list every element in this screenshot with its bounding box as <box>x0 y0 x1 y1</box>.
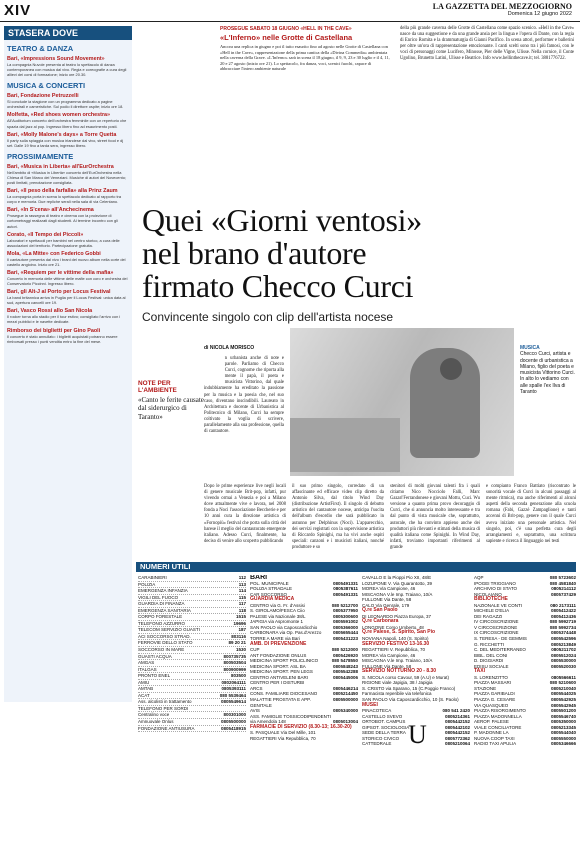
phone-number: 080 5539464 <box>219 692 246 698</box>
phone-label: FULLONE Via Dante, 58 <box>362 597 412 603</box>
event-title: Bari, «In S'cena» all'Anchecinema <box>7 207 94 214</box>
phone-label: CARBONARA via Op. Pas.d'Arezzo <box>250 630 322 636</box>
cave-title: «L'Inferno» nelle Grotte di Castellana <box>220 33 353 42</box>
page-number: XIV <box>4 2 32 19</box>
note-quote: «Canto le ferite causate dal siderurgico di Taranto» <box>138 396 204 421</box>
event-title: Bari, «Musica in Liberta» all'EurOrchestra <box>7 163 114 170</box>
phone-number: 800301000 <box>223 712 246 718</box>
phone-label: SEDE DELLA TERRA <box>362 730 406 736</box>
phone-number: 0805445006 <box>332 674 358 680</box>
phone-label: NOVIANA Napoli, 140 (S. Spirito) <box>362 636 429 642</box>
phone-row <box>474 741 576 747</box>
phone-number: 89 20 21 <box>228 640 246 646</box>
article-col-2: Dopo le prime esperienze live negli locali di genere musicale Brit-pop, infatti, pur vivendo ormai a Venezia e poi a Milano dove attualmente vive e lavora, nel 2008 fonda a Noci l'associazione Beccherie e per 10 anni cura la direzione artistica di «Fornopiù» festival che porta sulla città del barese il meglio del cantautorato emergente italiano. Adesso Curci, finalmente, ha deciso di venire allo scoperto pubblicando <box>204 484 286 544</box>
phone-number: 0805350000 <box>550 719 576 725</box>
phone-number: 0805366000 <box>332 624 358 630</box>
phone-label: MALATTIE PROSTATA E APP. GENITALE <box>250 697 311 708</box>
event-title: Molfetta, «Red shoes women orchestra» <box>7 112 111 119</box>
sidebar-title: STASERA DOVE <box>4 26 132 40</box>
phone-label: CATTEDRALE <box>362 741 392 747</box>
phone-number: 0805544040 <box>550 730 576 736</box>
phone-label: TELEFONO AZZURRO <box>138 620 186 626</box>
phone-label: CONS. FAMILIARE DIOCESANO <box>250 691 318 697</box>
phone-number: 080 5992719 <box>549 619 576 625</box>
phone-number: 0805418915 <box>220 725 246 731</box>
phone-number: 0805346666 <box>550 741 576 747</box>
phone-number: 0805412436 <box>550 613 576 619</box>
phone-number: 0805211702 <box>551 647 576 653</box>
phone-label: STORICO CIVICO <box>362 735 400 741</box>
phone-label: LONGONE Corso Umberto, 48 <box>362 624 424 630</box>
phone-number: 080 5992734 <box>549 624 576 630</box>
phone-label: ARCHIVIO DI STATO <box>474 586 518 592</box>
numeri-col-farmacie <box>362 575 470 837</box>
phone-label: GUARDIA DI FINANZA <box>138 601 185 607</box>
phone-label: DI LEONARDO Piazza Europa, 37 <box>362 613 432 619</box>
article-col-4: stenitori di molti giovani talenti fra i quali citiamo Nico Nocciolo Falli, Marc Gazari'Ferrandonese e giovani Mottu, Cuci. Wu versione a quanto prima provo decoraggio di Curci, che si annuncia molto interessante e tra dal punto di vista musicale che, soprattutto, autorale, che ha convinto appieno anche dei produttori più rilevanti e stimati della musica di qualità italiana come Spinighi. In Wind Day, infatti, troviamo importanti riferimenti al grande <box>390 484 480 550</box>
phone-label: PIAZZA MADONNELLA <box>474 713 522 719</box>
numeri-col-emergency <box>138 575 246 837</box>
phone-label: CORPO FORESTALE <box>138 614 183 620</box>
phone-number: 0805213849 <box>550 641 576 647</box>
phone-number: 115 <box>238 594 246 600</box>
phone-number: 0805442102 <box>444 724 470 730</box>
headline-line: firmato Checco Curci <box>142 268 414 304</box>
phone-section-heading: FARMACIE DI SERVIZIO (8.30-13; 16.30-20) <box>250 723 352 730</box>
phone-label: Centralino voce <box>138 712 170 718</box>
phone-label: NAZIONALE VE CONTI <box>474 602 523 608</box>
phone-label: CARABINIERI <box>138 575 167 580</box>
phone-number: 0805442152 <box>444 719 470 725</box>
phone-label: CALO Via Genrale, 179 <box>362 602 410 608</box>
phone-number: 080 5212000 <box>331 647 358 653</box>
event-title: Bari, «Molly Malone's days» a Torre Quetta <box>7 131 117 138</box>
phone-number: 1530 <box>235 647 246 653</box>
phone-label: IV CIRCOSCRIZIONE <box>474 619 519 625</box>
numeri-utili-title: NUMERI UTILI <box>136 562 576 572</box>
phone-number: 0805655444 <box>332 630 358 636</box>
phone-label: AMTAB <box>138 686 154 692</box>
masthead <box>433 2 572 17</box>
phone-label: EMERGENZA INFANZIA <box>138 588 188 594</box>
phone-label: CENTRO via G. Fr. d'Assisi <box>250 602 305 608</box>
event-title: Bari, «Il peso della farfalla» alla Prinz Zaum <box>7 188 118 195</box>
phone-label: G. RICCHETTI <box>474 641 504 647</box>
phone-label: MEDICINA SPORT. PEN LEGS <box>250 669 313 675</box>
phone-label: CUP <box>250 647 260 653</box>
phone-number: 0805550000 <box>550 735 576 741</box>
phone-label: ANT FONDAZIONE ONLUS <box>250 652 307 658</box>
phone-number: 080 5478550 <box>331 658 358 664</box>
dropcap: U <box>408 720 427 749</box>
caption-title: MUSICA <box>520 345 540 351</box>
phone-label: S. CRISTO via Sparano, 15 (C.Poggio Franco) <box>362 685 456 691</box>
cave-kicker: PROSEGUE SABATO 18 GIUGNO «HELL IN THE CAVE» <box>220 26 352 32</box>
phone-label: S. NICOLA corso Cavour, 59 (A.U) e Murat) <box>362 674 450 680</box>
phone-label: CENTRO ANTIVELENI BARI <box>250 674 309 680</box>
phone-number: 0805544025 <box>550 691 576 697</box>
phone-label: JAPIGIA via Aspromonte 1 <box>250 619 304 625</box>
event-title: Bari, Fondazione Petruzzelli <box>7 93 79 100</box>
masthead-name: LA GAZZETTA DEL MEZZOGIORNO <box>432 2 572 11</box>
phone-label: TELEFONO PER SORDI <box>138 705 189 711</box>
sidebar-section-title: PROSSIMAMENTE <box>7 151 74 161</box>
phone-number: 0805374448 <box>550 630 576 636</box>
phone-label: S. LORENZITTO <box>474 674 508 680</box>
phone-label: PIAZZA MASSARI <box>474 680 512 686</box>
phone-number: 0805501200 <box>550 708 576 714</box>
event-description: Il concerto è stato annullato: i biglietti acquistati potranno essere rimborsati presso i punti vendita entro la fine del mese. <box>7 333 118 344</box>
phone-number: 0805500000 <box>220 719 246 725</box>
phone-number: 0805491331 <box>332 580 358 586</box>
phone-label: PIAZZA RISORGIMENTO <box>474 708 526 714</box>
headline-line: Quei «Giorni ventosi» <box>142 202 422 238</box>
phone-number: 0805520030 <box>550 663 576 669</box>
phone-label: AQP <box>474 575 484 580</box>
phone-label: ORTOBOT. CAMPUS <box>362 719 406 725</box>
phone-label: STAZIONE <box>474 685 497 691</box>
phone-section-heading: Q.re Palese, S. Spirito, San Pio <box>362 629 436 636</box>
event-description: Il party sulla spiaggia con musica irlandese dal vivo, street food e dj set. Dalle 19 fino a tarda sera, ingresso libero. <box>7 137 124 148</box>
byline: di NICOLA MORISCO <box>204 345 255 351</box>
phone-section-heading: MUSEI <box>362 701 378 708</box>
phone-label: ITALGAS <box>138 666 157 672</box>
masthead-date: Domenica 12 giugno 2022 <box>507 11 572 17</box>
phone-number: 0805546740 <box>550 713 576 719</box>
phone-label: ACI SOCCORSO STRAD. <box>138 633 191 639</box>
phone-label: REGATTIERI V. Repubblica, 70 <box>362 647 426 653</box>
phone-number: 800900999 <box>223 666 246 672</box>
phone-label: REGATTIERI Via Repubblica, 70 <box>250 735 316 741</box>
phone-number: 0805549614 <box>220 699 246 705</box>
phone-section-heading: BARI <box>250 575 268 581</box>
phone-section-heading: Q.re San Paolo <box>362 607 398 614</box>
subheadline: Convincente singolo con clip dell'artista nocese <box>142 310 394 324</box>
phone-section-heading: Q.re Carbonara <box>362 618 399 625</box>
phone-section-heading: TAXI <box>474 668 486 675</box>
article-col-3: il suo primo singolo, corredato di un affascinante ed efficace video clip diretto da Antonio Silva, dal titolo Wind Day (distribuzione ArtistFirst). Il singolo di debutto artistico del cantautore nocese, anticipa l'uscita dell'album d'esordio che sarà pubblicato in autunno per Delphinus (Noci). L'apparecchio, dei servizi registrati con la supervisione artistica di Riccardo Spinighi, ma ha vivi anche ospiti speciali: canzoni e i musicisti italiani, nonché produttore e so <box>292 484 384 550</box>
phone-number: 117 <box>238 601 246 607</box>
event-description: Concerto in memoria delle vittime delle mafie con coro e orchestra del Conservatorio Piccinni. Ingresso libero. <box>7 275 128 287</box>
phone-label: P. MADONNE LA <box>474 730 509 736</box>
phone-label: NICOLAIANO <box>474 591 502 597</box>
phone-number: 0805393111 <box>221 686 246 692</box>
phone-number: 0805013004 <box>332 719 358 725</box>
phone-number: 0805491331 <box>332 591 358 597</box>
phone-number: 19696 <box>233 620 246 626</box>
phone-label: SAN PAOLO Via Caposcardicchio, 10 (S. Paolo) <box>362 697 459 703</box>
phone-label: SAN PAOLO via Caposcardicchio <box>250 624 318 630</box>
phone-label: NUOVA COOP TAXI <box>474 735 515 741</box>
phone-label: CENTRO PER I DISTURBI <box>250 680 305 686</box>
article-col-5: e compianto Franco Battiato (riscontrato le sonorità vocale di Curci in alcuni passaggi al mente ritmica), ma anche riferimenti al alcuni aspetti della seconda generazione alla scuola romana (Fabi, Gazzè Zampaglione) e tanti accenni di Brit-pop, genere con il quale Curci aveva iniziato una personale artistica. Nel singolo, poi, c'è una perfetta cura degli arrangiamenti e, soprattutto, una scrittura sapiente e ricerca il linguaggio nei testi <box>486 484 576 544</box>
phone-label: AVIS <box>250 708 260 714</box>
phone-label: D. DIGGIARDI <box>474 658 504 664</box>
phone-number: 0805446214 <box>332 685 358 691</box>
phone-label: MEDICINA SPORT POLICLINICO <box>250 658 319 664</box>
phone-label: POLIZIA <box>138 581 156 587</box>
event-title: Mola, «La Mitte» con Federico Gobbi <box>7 250 101 257</box>
phone-row <box>362 697 470 703</box>
phone-number: 0805214450 <box>332 691 358 697</box>
phone-number: 0805426920 <box>332 652 358 658</box>
cave-continued: della più grande caverna delle Grotte di Castellana come spazio scenico. «Hell in the Cave» nasce da una suggestione e da una grande ansia per la lingua e l'opera di Dante, con la regia di Enrico Romita e la drammaturgia di Gianni Pacifico. In scena attori, performer e ballerini per oltre un'ora di rappresentazione emozionante. I canti scelti sono tra i più famosi, con le voci di personaggi come Lucifero, Minosse, Pier delle Vigne, Ulisse. Nella cornice, il Conte Ugolino, Brunetto Latini, Ulisse e Beatrice. Info www.hellinthecave.it; tel. 3881776722. <box>400 26 574 62</box>
phone-label: FULLONE Via Dante, 58 <box>362 663 412 669</box>
event-description: All'Auditorium concerto dell'orchestra femminile con un repertorio che spazia dal jazz al pop. Ingresso libero fino ad esaurimento posti. <box>7 118 127 129</box>
caption-body: Checco Curci, artista e docente di urbanistica a Milano, figlio del poeta e musicista Vittorino Curci. In alto lo vediamo con alle spalle l'ex Ilva di Taranto <box>520 351 575 396</box>
phone-number: 0805214361 <box>444 713 470 719</box>
phone-number: 0805210064 <box>444 741 470 747</box>
phone-section-heading: GUARDIA MEDICA <box>250 596 295 603</box>
phone-label: MEDICINA SPORT. ASL BA <box>250 663 306 669</box>
article-photo <box>290 328 514 476</box>
phone-label: EMERGENZA SANITARIA <box>138 607 191 613</box>
phone-number: 0805737429 <box>550 591 576 597</box>
event-description: La compagnia porta in scena lo spettacolo dedicato al rapporto tra corpo e memoria. Due repliche serali nella sala di via Celentano. <box>7 194 121 205</box>
phone-label: DEI RAGAZZI <box>474 613 503 619</box>
event-description: Nell'ambito di «Musica in Libertà» concerto dell'EurOrchestra nella Chiesa di San Marco dei Veneziani. Musiche di autori del Novecento; posti limitati, prenotazione consigliata. <box>7 169 126 186</box>
phone-number: 114 <box>238 588 246 594</box>
phone-label: ACAT <box>138 692 150 698</box>
phone-label: TELECOM SERVIZIO GUASTI <box>138 627 200 633</box>
event-title: Bari, «Impressions Sound Movement» <box>7 56 105 62</box>
event-description: Si conclude la stagione con un programma dedicato a pagine orchestrali e cameristiche. Sul podio il direttore ospite; inizio ore 18. <box>7 99 124 110</box>
phone-number: 0805340000 <box>332 708 358 714</box>
phone-number: 0805566611 <box>551 674 576 680</box>
phone-number: 1515 <box>235 614 246 620</box>
phone-number: 0805214112 <box>551 586 576 592</box>
phone-label: PINACOTECA <box>362 708 392 714</box>
phone-number: 0805500000 <box>332 697 358 703</box>
phone-number: 113 <box>238 581 246 587</box>
phone-label: POL. MUNICIPALE <box>250 580 289 586</box>
phone-label: IPOGEI TRIGGIANO <box>474 580 516 586</box>
phone-number: 080 2173111 <box>550 602 576 608</box>
sidebar-section-title: MUSICA & CONCERTI <box>7 81 86 91</box>
phone-number: 118 <box>238 607 246 613</box>
note-title: NOTE PER L'AMBIENTE <box>138 380 177 394</box>
phone-row <box>138 726 246 733</box>
event-description: Il rocker torna allo stadio per il tour estivo; consigliato l'arrivo con i mezzi pubblici e le navette dedicate. <box>7 314 121 325</box>
phone-number: 080 5210600 <box>549 680 576 686</box>
sidebar-stasera-dove <box>4 26 132 702</box>
phone-row <box>362 741 470 747</box>
phone-number: 080 5723602 <box>549 575 576 580</box>
phone-number: 0805213345 <box>550 724 576 730</box>
photo-shape <box>290 418 400 472</box>
phone-label: FONDAZIONE ANTIUSURA <box>138 725 195 731</box>
phone-label: POLIZIA STRADALE <box>250 586 293 592</box>
phone-number: 112 <box>238 575 246 580</box>
phone-number: 0805848243 <box>332 663 358 669</box>
phone-label: MICHELE D'ELIA <box>474 608 510 614</box>
phone-label: BIBL. DEL CONI <box>474 652 508 658</box>
phone-number: 0805442152 <box>444 730 470 736</box>
phone-number: 803116 <box>231 633 246 639</box>
event-title: Rimborso dei biglietti per Gino Paoli <box>7 327 101 334</box>
event-description: Laboratori e spettacoli per bambini nel centro storico, a cura delle associazioni del territorio. Partecipazione gratuita. <box>7 237 120 248</box>
article-lead: n urbanista anche di note e parole. Parliamo di Checco Curci, cognome che riporta alla mente il papà, il poeta e musicista Vittorino, dal quale indubbiamente ha ereditato la passione per la musica e la poesia che, nel suo caso, diventano inscindibili. Laureato in Architettura e docente di Urbanistica al Politecnico di Milano, Curci ha sempre coltivato la voglia di scrivere, parallelamente alla sua professione, quella di cantautore. <box>204 356 285 435</box>
photo-caption <box>520 345 576 395</box>
photo-head <box>440 358 462 380</box>
event-title: Bari, «Requiem per le vittime della mafia» <box>7 269 114 276</box>
phone-label: RIGIONE viale Japigia, 38 / Japigia <box>362 680 433 686</box>
phone-label: S. PASQUALE Via Del Mille, 101 <box>250 730 316 736</box>
phone-label: S. GIROLAMO/FESCA Ciio <box>250 608 305 614</box>
event-title: Bari, gli Alt-J al Porto per Locus Festival <box>7 289 111 296</box>
phone-number: 0805387611 <box>333 586 358 592</box>
event-title: Bari, Vasco Rossi allo San Nicola <box>7 308 93 315</box>
phone-label: MISCAGNA V.le Imp. Traiano, 10/A <box>362 658 433 664</box>
phone-section-heading: SERVIZIO NOTTURNO 20 - 8.30 <box>362 668 437 675</box>
phone-number: 187 <box>238 627 246 633</box>
phone-label: GUASTI ACQUA <box>138 653 172 659</box>
phone-label: SOCCORSO IN MARE <box>138 647 185 653</box>
phone-number: 0805300600 <box>332 613 358 619</box>
headline <box>142 204 578 303</box>
phone-label: VIALE CONCILIATORE <box>474 724 522 730</box>
phone-label: VIGILI DEL FUOCO <box>138 594 179 600</box>
phone-section-heading: BIBLIOTECHE <box>474 596 508 603</box>
phone-row <box>250 736 358 742</box>
phone-number: 0805772362 <box>444 735 470 741</box>
phone-label: AMIU <box>138 679 150 685</box>
event-description: La band britannica arriva in Puglia per il Locus Festival: unica data al sud, apertura cancelli ore 19. <box>7 295 126 306</box>
sidebar-section-title: TEATRO & DANZA <box>7 44 74 53</box>
phone-number: 0805412422 <box>550 608 576 614</box>
phone-label: GIPSOT. SOCIOLOGIA <box>362 724 410 730</box>
phone-label: ASS. FAMIGLIE TOSSICODIPENDENTI <box>250 713 331 719</box>
phone-label: VIA QUASQUEO <box>474 702 509 708</box>
phone-number: 0805591002 <box>332 619 358 625</box>
phone-label: C. DEL MEDITERRANEO <box>474 647 526 653</box>
phone-section-heading: AMB. DI PREVENZIONE <box>250 640 307 647</box>
phone-number: 0805542945 <box>550 702 576 708</box>
phone-number: 803500 <box>230 673 246 679</box>
phone-section-heading: SERVIZIO FESTIVO 13-16.30 <box>362 640 430 647</box>
phone-label: FERROVIE DELLO STATO <box>138 640 193 646</box>
phone-number: 0805512024 <box>550 652 576 658</box>
phone-label: CASTELLO SVEVO <box>362 713 403 719</box>
phone-label: Farmacista reperibile via telefonica <box>362 691 432 697</box>
numeri-col-biblioteche <box>474 575 576 837</box>
phone-label: ARCS <box>250 685 263 691</box>
phone-number: 080 5212700 <box>331 602 358 608</box>
phone-label: CAVALLO E la Pioppi Pio XII, 48/E <box>362 575 432 580</box>
phone-label: EDISU SOCIALE <box>474 663 509 669</box>
event-description: Prosegue la rassegna di teatro e cinema con la proiezione di cortometraggi realizzati dagli studenti. Al termine incontro con gli autori. <box>7 213 118 229</box>
phone-row <box>250 697 358 708</box>
phone-number: 0805431223 <box>332 636 358 642</box>
phone-number: 080 541 2420 <box>442 708 470 714</box>
phone-label: MOREA Via Campione, 46 <box>362 652 416 658</box>
phone-label: TORRE A MARE via Bari <box>250 636 300 642</box>
phone-number: 0805542288 <box>332 669 358 675</box>
phone-label: AMGAS <box>138 660 155 666</box>
phone-label: Amnuovale Onlus <box>138 719 174 725</box>
phone-label: LOZUPONE V. Via Quarantotto, 39 <box>362 580 433 586</box>
phone-label: PRONTO ENEL <box>138 673 171 679</box>
phone-label: PIAZZA G. CESARE <box>474 697 516 703</box>
phone-label: MOREA Via Campione, 46 <box>362 586 416 592</box>
phone-number: 0805542596 <box>550 636 576 642</box>
phone-number: 0802064111 <box>221 679 246 685</box>
phone-label: IX CIRCOSCRIZIONE <box>474 630 519 636</box>
phone-number: 0805377950 <box>332 608 358 614</box>
phone-number: 800735735 <box>223 653 246 659</box>
phone-number: 800503504 <box>223 660 246 666</box>
phone-number: 0805210040 <box>550 685 576 691</box>
event-description: Il cantautore presenta dal vivo i brani del nuovo album nella corte del castello angioino. Inizio ore 21. <box>7 256 126 267</box>
phone-label: PALESE via Nazionale 38/L <box>250 613 306 619</box>
phone-label: MISCAGNA V.le Imp. Traiano, 10/A <box>362 591 433 597</box>
cave-box <box>220 26 392 112</box>
phone-number: 080 4581840 <box>549 580 576 586</box>
phone-label: PIAZZA GARIBALDI <box>474 691 515 697</box>
phone-label: RADIO TAXI APULIA <box>474 741 517 747</box>
phone-number: 0805542925 <box>550 697 576 703</box>
phone-label: via Amendola 148 <box>250 719 286 725</box>
cave-body: Ancora una replica in giugno e poi il tutto esaurito fino ad agosto nelle Grotte di Castellana con «Hell in the Cave», rappresentazione della prima cantica della «Divina Commedia» ambientata nella caverna della Grave. «L'Inferno» sarà in scena il 18 giugno, il 9, 9, 23 e 30 luglio e il 4, 11, 20 e 27 agosto (inizio ore 21). Lo spettacolo, fra danza, voci, scenici fuochi, capace di abbracciare l'intero ambiente naturale <box>220 44 390 72</box>
phone-label: AEROP. PALESE <box>474 719 509 725</box>
phone-label: Ass. alcolisti in trattamento <box>138 699 192 705</box>
event-title: Corato, «Il Tempo dei Piccoli» <box>7 231 84 238</box>
phone-label: CAR SOCCORSO <box>250 591 288 597</box>
phone-label: S. TERESA - DE GEMMIS <box>474 636 527 642</box>
event-description: La compagnia Nuvole presenta al teatro lo spettacolo di danza contemporanea con musica dal vivo. Regia e coreografie a cura degli allievi dei corsi di formazione; inizio ore 20.30. <box>7 62 127 78</box>
phone-number: 0805530000 <box>550 658 576 664</box>
phone-label: V CIRCOSCRIZIONE <box>474 624 518 630</box>
note-box <box>138 380 204 421</box>
headline-line: nel brano d'autore <box>142 235 367 271</box>
numeri-col-bari <box>250 575 358 837</box>
